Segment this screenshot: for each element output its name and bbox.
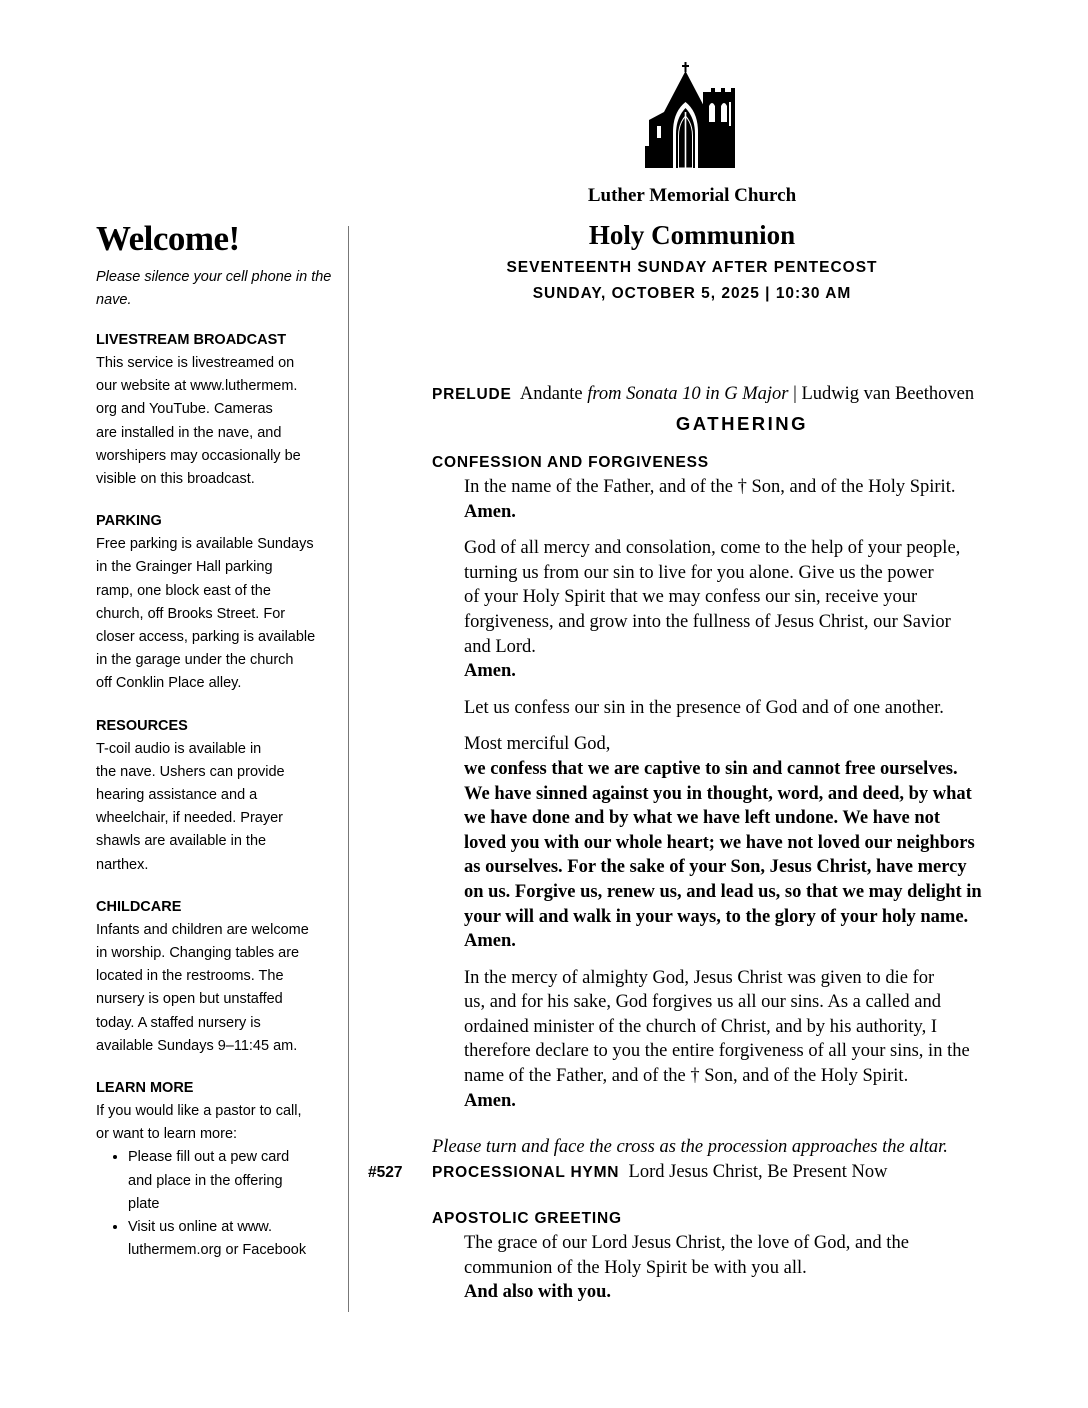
hymn-label: PROCESSIONAL HYMN: [432, 1164, 620, 1182]
text-line: Most merciful God,: [464, 734, 611, 755]
sidebar-sections: [96, 329, 332, 1263]
sidebar-text-line: our website at www.luthermem.: [96, 378, 298, 395]
sidebar-bullet-line: plate: [128, 1195, 160, 1212]
prelude-source: from Sonata 10 in G Major: [587, 384, 789, 404]
confession-prayer: [464, 536, 1032, 684]
sidebar-bullet-list: [96, 1146, 332, 1262]
sidebar-section: [96, 1077, 332, 1262]
sidebar-text-line: or want to learn more:: [96, 1126, 238, 1143]
sidebar-text-line: available Sundays 9–11:45 am.: [96, 1037, 298, 1054]
sidebar-text-line: in worship. Changing tables are: [96, 945, 300, 962]
bold-line: as ourselves. For the sake of your Son, Jesus Christ, have mercy: [464, 857, 967, 878]
sidebar-text-line: located in the restrooms. The: [96, 968, 284, 985]
amen-response: Amen.: [464, 501, 516, 522]
text-line: forgiveness, and grow into the fullness of Jesus Christ, our Savior: [464, 611, 951, 632]
sidebar-text-line: wheelchair, if needed. Prayer: [96, 810, 283, 827]
welcome-heading: Welcome!: [96, 219, 240, 258]
sidebar-text-line: ramp, one block east of the: [96, 582, 271, 599]
sidebar-text-line: narthex.: [96, 856, 149, 873]
sidebar-text-line: visible on this broadcast.: [96, 471, 255, 488]
amen-response: Amen.: [464, 1090, 516, 1111]
sidebar-bullet-line: • Please fill out a pew card: [128, 1149, 290, 1166]
column-divider: [348, 226, 349, 1312]
sidebar-section: [96, 896, 332, 1058]
sidebar-section-heading: LIVESTREAM BROADCAST: [96, 332, 287, 348]
confession-invocation: [464, 475, 1032, 524]
sidebar-bullet-line: luthermem.org or Facebook: [128, 1242, 307, 1259]
sidebar-text-line: off Conklin Place alley.: [96, 675, 242, 692]
text-line: name of the Father, and of the † Son, and of the Holy Spirit.: [464, 1066, 909, 1087]
sidebar-text-line: are installed in the nave, and: [96, 424, 282, 441]
prelude-composer: | Ludwig van Beethoven: [793, 384, 975, 404]
greeting-response: And also with you.: [464, 1282, 612, 1303]
sidebar-section-heading: RESOURCES: [96, 717, 188, 734]
sidebar-section-heading: PARKING: [96, 513, 162, 530]
bold-line: We have sinned against you in thought, word, and deed, by what: [464, 783, 972, 804]
processional-hymn: [368, 1160, 1032, 1185]
apostolic-greeting: [464, 1231, 1032, 1305]
bold-line: we have done and by what we have left undone. We have not: [464, 808, 941, 829]
hymn-number: #527: [368, 1164, 403, 1182]
sidebar-text-line: church, off Brooks Street. For: [96, 605, 286, 622]
church-name: Luther Memorial Church: [587, 185, 797, 206]
bold-line: your will and walk in your ways, to the glory of your holy name.: [464, 906, 969, 927]
rubric-instruction: Please turn and face the cross as the procession approaches the altar.: [432, 1137, 948, 1158]
text-line: God of all mercy and consolation, come to the help of your people,: [464, 538, 961, 559]
sidebar-section: [96, 329, 332, 491]
sidebar-text-line: This service is livestreamed on: [96, 355, 295, 371]
confession-heading: CONFESSION AND FORGIVENESS: [432, 454, 709, 471]
sidebar-text-line: hearing assistance and a: [96, 787, 258, 804]
text-line: and Lord.: [464, 636, 536, 657]
sidebar-text-line: If you would like a pastor to call,: [96, 1103, 302, 1120]
sidebar-bullet-line: and place in the offering: [128, 1172, 283, 1189]
welcome-sidebar: [96, 218, 332, 1282]
prelude-piece: Andante: [519, 384, 583, 404]
sidebar-text-line: the nave. Ushers can provide: [96, 763, 285, 780]
sidebar-section-heading: LEARN MORE: [96, 1080, 194, 1097]
church-logo-icon: [645, 62, 739, 170]
text-line: us, and for his sake, God forgives us all our sins. As a called and: [464, 992, 941, 1013]
sidebar-section: [96, 510, 332, 695]
sidebar-text-line: Free parking is available Sundays: [96, 536, 314, 553]
bold-line: we confess that we are captive to sin and cannot free ourselves.: [464, 758, 958, 779]
sidebar-text-line: T-coil audio is available in: [96, 740, 262, 757]
sidebar-bullet-line: • Visit us online at www.: [128, 1219, 272, 1236]
sidebar-text-line: Infants and children are welcome: [96, 921, 309, 938]
sidebar-text-line: worshipers may occasionally be: [96, 447, 301, 464]
text-line: communion of the Holy Spirit be with you all.: [464, 1257, 807, 1278]
liturgical-day: SEVENTEENTH SUNDAY AFTER PENTECOST: [506, 259, 878, 276]
service-title: Holy Communion: [588, 220, 796, 250]
sidebar-bullet-item: [128, 1216, 332, 1262]
text-line: The grace of our Lord Jesus Christ, the love of God, and the: [464, 1233, 909, 1254]
gathering-heading: GATHERING: [675, 413, 809, 434]
sidebar-text-line: shawls are available in the: [96, 833, 267, 850]
silence-note: Please silence your cell phone in the nave.: [96, 269, 332, 308]
bold-line: loved you with our whole heart; we have not loved our neighbors: [464, 832, 975, 853]
bold-line: on us. Forgive us, renew us, and lead us, so that we may delight in: [464, 881, 982, 902]
text-line: In the name of the Father, and of the † Son, and of the Holy Spirit.: [464, 477, 956, 497]
sidebar-text-line: nursery is open but unstaffed: [96, 991, 283, 1008]
sidebar-text-line: today. A staffed nursery is: [96, 1014, 261, 1031]
text-line: therefore declare to you the entire forgiveness of all your sins, in the: [464, 1041, 970, 1062]
sidebar-text-line: closer access, parking is available: [96, 629, 316, 646]
sidebar-section: [96, 715, 332, 877]
sidebar-text-line: in the garage under the church: [96, 652, 294, 669]
text-line: turning us from our sin to live for you alone. Give us the power: [464, 562, 934, 583]
absolution: [464, 966, 1032, 1114]
prelude-label: PRELUDE: [432, 386, 512, 403]
order-of-worship: [368, 380, 1032, 1305]
confession-invitation: Let us confess our sin in the presence of God and of one another.: [464, 697, 944, 718]
sidebar-text-line: org and YouTube. Cameras: [96, 401, 273, 418]
text-line: ordained minister of the church of Christ, and by his authority, I: [464, 1016, 938, 1037]
confession-of-sin: [464, 732, 1032, 953]
text-line: of your Holy Spirit that we may confess our sin, receive your: [464, 587, 918, 608]
sidebar-section-heading: CHILDCARE: [96, 898, 182, 915]
greeting-heading: APOSTOLIC GREETING: [432, 1210, 622, 1228]
hymn-title: Lord Jesus Christ, Be Present Now: [628, 1162, 888, 1183]
amen-response: Amen.: [464, 661, 516, 682]
service-datetime: SUNDAY, OCTOBER 5, 2025 | 10:30 AM: [532, 285, 852, 302]
amen-response: Amen.: [464, 931, 516, 952]
sidebar-text-line: in the Grainger Hall parking: [96, 559, 273, 576]
text-line: In the mercy of almighty God, Jesus Christ was given to die for: [464, 967, 935, 988]
sidebar-bullet-item: [128, 1146, 332, 1216]
prelude-line: [432, 380, 1032, 409]
